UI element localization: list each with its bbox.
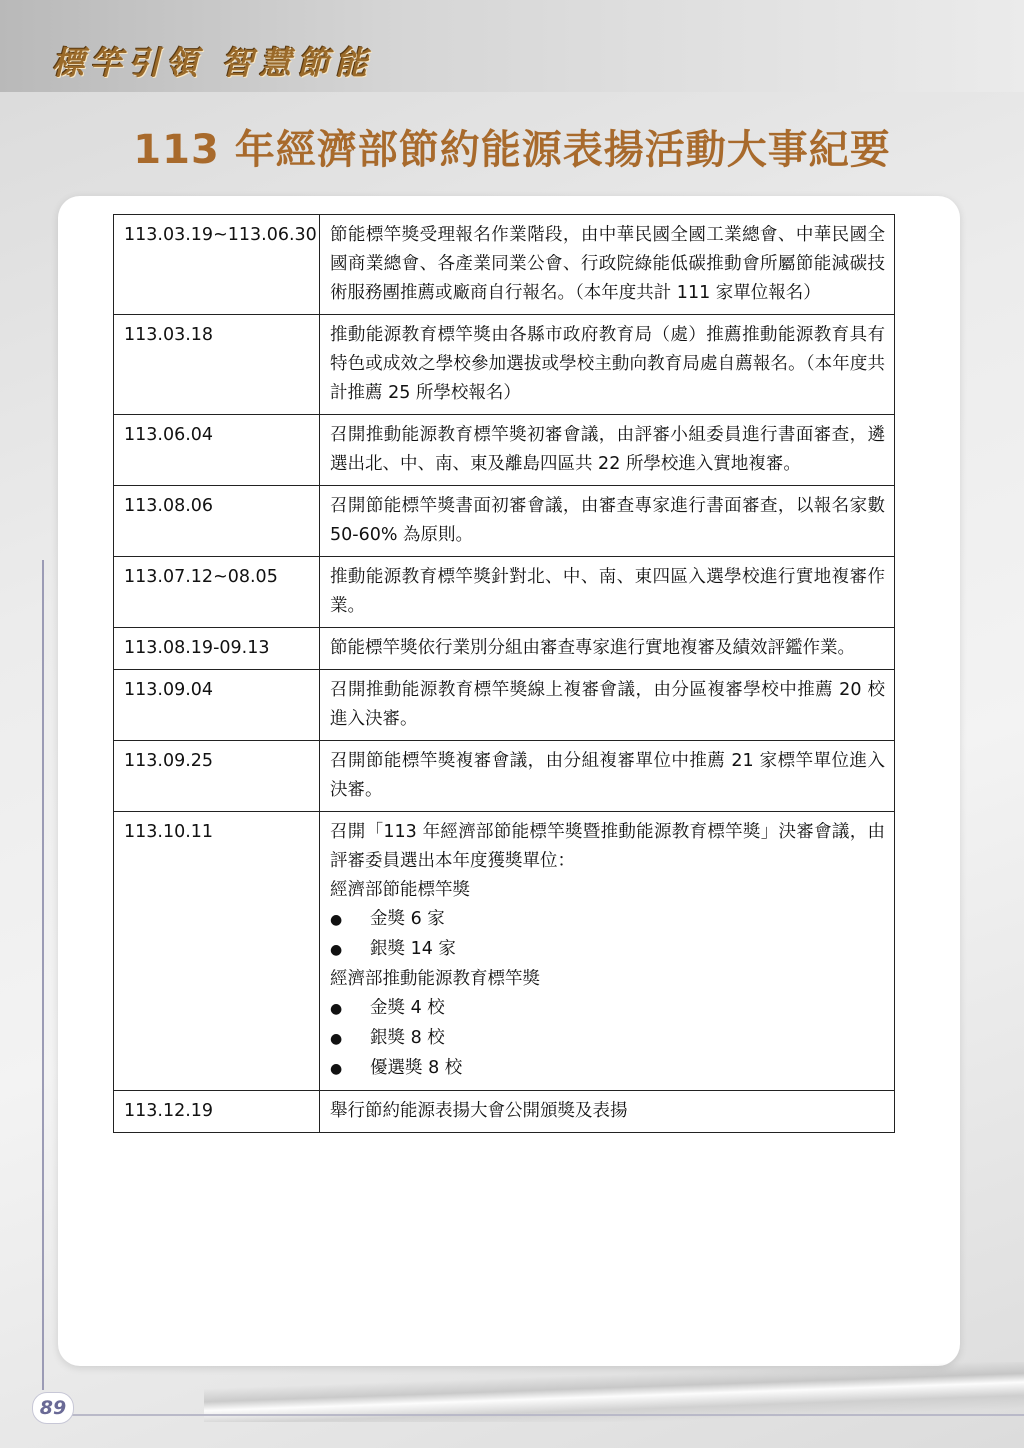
event-date: 113.09.25 — [114, 741, 320, 812]
award-item-label: 優選獎 8 校 — [370, 1058, 463, 1078]
bullet-icon: ● — [330, 1001, 343, 1017]
event-date: 113.12.19 — [114, 1091, 320, 1133]
event-description: 召開節能標竿獎複審會議，由分組複審單位中推薦 21 家標竿單位進入決審。 — [320, 741, 895, 812]
footer-rule — [60, 1414, 1024, 1416]
decorative-wave — [204, 1362, 1024, 1422]
event-date: 113.09.04 — [114, 670, 320, 741]
bullet-icon: ● — [330, 912, 343, 928]
table-row — [114, 215, 895, 315]
table-row — [114, 670, 895, 741]
table-row — [114, 557, 895, 628]
award-item — [330, 1054, 885, 1084]
event-date: 113.10.11 — [114, 812, 320, 1091]
award-item — [330, 905, 885, 935]
event-description: 召開節能標竿獎書面初審會議，由審查專家進行書面審查，以報名家數 50-60% 為原則。 — [320, 486, 895, 557]
event-date: 113.08.19-09.13 — [114, 628, 320, 670]
bullet-icon: ● — [330, 942, 343, 958]
table-row — [114, 812, 895, 1091]
event-date: 113.08.06 — [114, 486, 320, 557]
event-date: 113.06.04 — [114, 415, 320, 486]
event-description: 召開推動能源教育標竿獎線上複審會議，由分區複審學校中推薦 20 校進入決審。 — [320, 670, 895, 741]
award-item — [330, 1024, 885, 1054]
event-date: 113.03.18 — [114, 315, 320, 415]
table-row — [114, 415, 895, 486]
event-description: 推動能源教育標竿獎針對北、中、南、東四區入選學校進行實地複審作業。 — [320, 557, 895, 628]
award-item-label: 金獎 6 家 — [370, 909, 445, 929]
header-slogan: 標竿引領 智慧節能 — [52, 44, 374, 82]
event-description: 舉行節約能源表揚大會公開頒獎及表揚 — [320, 1091, 895, 1133]
event-description — [320, 812, 895, 1091]
table-row — [114, 741, 895, 812]
award-item-label: 金獎 4 校 — [370, 998, 445, 1018]
event-date: 113.07.12~08.05 — [114, 557, 320, 628]
page-title: 113 年經濟部節約能源表揚活動大事紀要 — [133, 127, 891, 173]
margin-rule — [42, 560, 44, 1390]
bullet-icon: ● — [330, 1061, 343, 1077]
award-group-title: 經濟部推動能源教育標竿獎 — [330, 969, 540, 989]
award-item-label: 銀獎 8 校 — [370, 1028, 445, 1048]
event-date: 113.03.19~113.06.30 — [114, 215, 320, 315]
table-row — [114, 486, 895, 557]
table-row — [114, 1091, 895, 1133]
award-item — [330, 935, 885, 965]
event-description: 召開推動能源教育標竿獎初審會議，由評審小組委員進行書面審查，遴選出北、中、南、東及離島四區共 22 所學校進入實地複審。 — [320, 415, 895, 486]
events-table — [113, 214, 895, 1133]
award-group-title: 經濟部節能標竿獎 — [330, 880, 470, 900]
bullet-icon: ● — [330, 1031, 343, 1047]
table-row — [114, 628, 895, 670]
event-description: 節能標竿獎受理報名作業階段，由中華民國全國工業總會、中華民國全國商業總會、各產業同業公會、行政院綠能低碳推動會所屬節能減碳技術服務團推薦或廠商自行報名。（本年度共計 111 家單位報名） — [320, 215, 895, 315]
award-item-label: 銀獎 14 家 — [370, 939, 456, 959]
final-event-intro: 召開「113 年經濟部節能標竿獎暨推動能源教育標竿獎」決審會議，由評審委員選出本年度獲獎單位： — [330, 822, 885, 871]
event-description: 推動能源教育標竿獎由各縣市政府教育局（處）推薦推動能源教育具有特色或成效之學校參加選拔或學校主動向教育局處自薦報名。（本年度共計推薦 25 所學校報名） — [320, 315, 895, 415]
event-description: 節能標竿獎依行業別分組由審查專家進行實地複審及績效評鑑作業。 — [320, 628, 895, 670]
award-item — [330, 994, 885, 1024]
table-row — [114, 315, 895, 415]
page-number: 89 — [32, 1392, 74, 1424]
